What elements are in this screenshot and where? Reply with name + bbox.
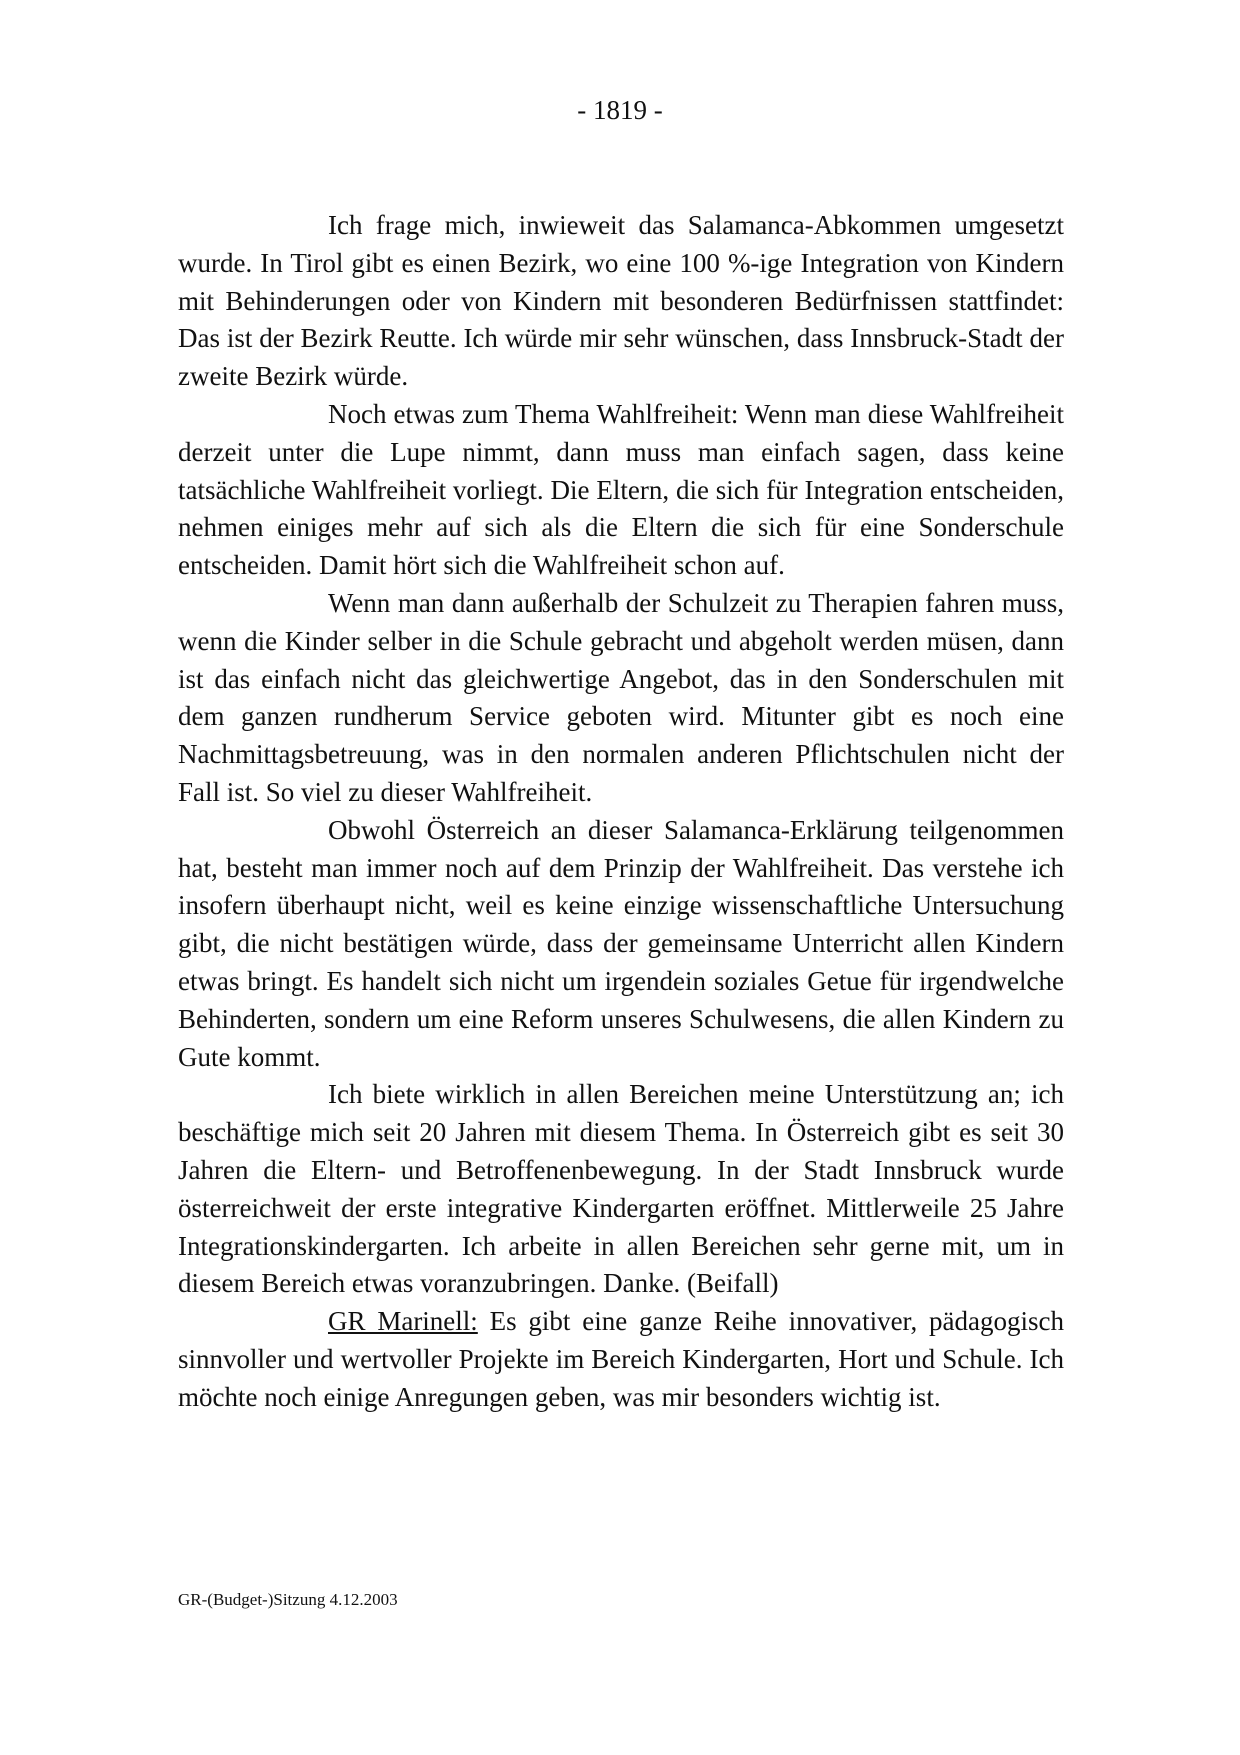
paragraph: Wenn man dann außerhalb der Schulzeit zu Therapien fahren muss, wenn die Kinder selber in die Schule gebracht und abgeholt werden müsen, dann ist das einfach nicht das gleichwertige Angebot, das in den Sonderschulen mit dem ganzen rundherum Service geboten wird. Mitunter gibt es noch eine Nachmittagsbetreuung, was in den normalen anderen Pflichtschulen nicht der Fall ist. So viel zu dieser Wahlfreiheit.: [178, 587, 1064, 807]
page-number: - 1819 -: [577, 95, 663, 125]
paragraph: Ich biete wirklich in allen Bereichen meine Unterstützung an; ich beschäftige mich seit 20 Jahren mit diesem Thema. In Österreich gibt es seit 30 Jahren die Eltern- und Betroffenenbewegung. In der Stadt Innsbruck wurde österreichweit der erste integrative Kindergarten eröffnet. Mittlerweile 25 Jahre Integrationskindergarten. Ich arbeite in allen Bereichen sehr gerne mit, um in diesem Bereich etwas voranzubringen. Danke. (Beifall): [178, 1079, 1064, 1299]
speaker-statement: Es gibt eine ganze Reihe innovativer, pädagogisch sinnvoller und wertvoller Projekte im Bereich Kindergarten, Hort und Schule. Ich möchte noch einige Anregungen geben, was mir besonders wichtig ist.: [178, 1306, 1064, 1412]
footer: GR-(Budget-)Sitzung 4.12.2003: [178, 1590, 398, 1609]
paragraph: Ich frage mich, inwieweit das Salamanca-Abkommen umgesetzt wurde. In Tirol gibt es einen Bezirk, wo eine 100 %-ige Integration von Kindern mit Behinderungen oder von Kindern mit besonderen Bedürfnissen stattfindet: Das ist der Bezirk Reutte. Ich würde mir sehr wünschen, dass Innsbruck-Stadt der zweite Bezirk würde.: [178, 210, 1064, 392]
paragraph: Obwohl Österreich an dieser Salamanca-Erklärung teilgenommen hat, besteht man immer noch auf dem Prinzip der Wahlfreiheit. Das verstehe ich insofern überhaupt nicht, weil es keine einzige wissenschaftliche Untersuchung gibt, die nicht bestätigen würde, dass der gemeinsame Unterricht allen Kindern etwas bringt. Es handelt sich nicht um irgendein soziales Getue für irgendwelche Behinderten, sondern um eine Reform unseres Schulwesens, die allen Kindern zu Gute kommt.: [178, 814, 1064, 1072]
speaker-paragraph: [178, 1303, 1064, 1416]
paragraph: Noch etwas zum Thema Wahlfreiheit: Wenn man diese Wahlfreiheit derzeit unter die Lupe nimmt, dann muss man einfach sagen, dass keine tatsächliche Wahlfreiheit vorliegt. Die Eltern, die sich für Integration entscheiden, nehmen einiges mehr auf sich als die Eltern die sich für eine Sonderschule entscheiden. Damit hört sich die Wahlfreiheit schon auf.: [178, 398, 1064, 581]
body-text: [178, 207, 1064, 1417]
speaker-name: GR Marinell:: [328, 1306, 478, 1337]
